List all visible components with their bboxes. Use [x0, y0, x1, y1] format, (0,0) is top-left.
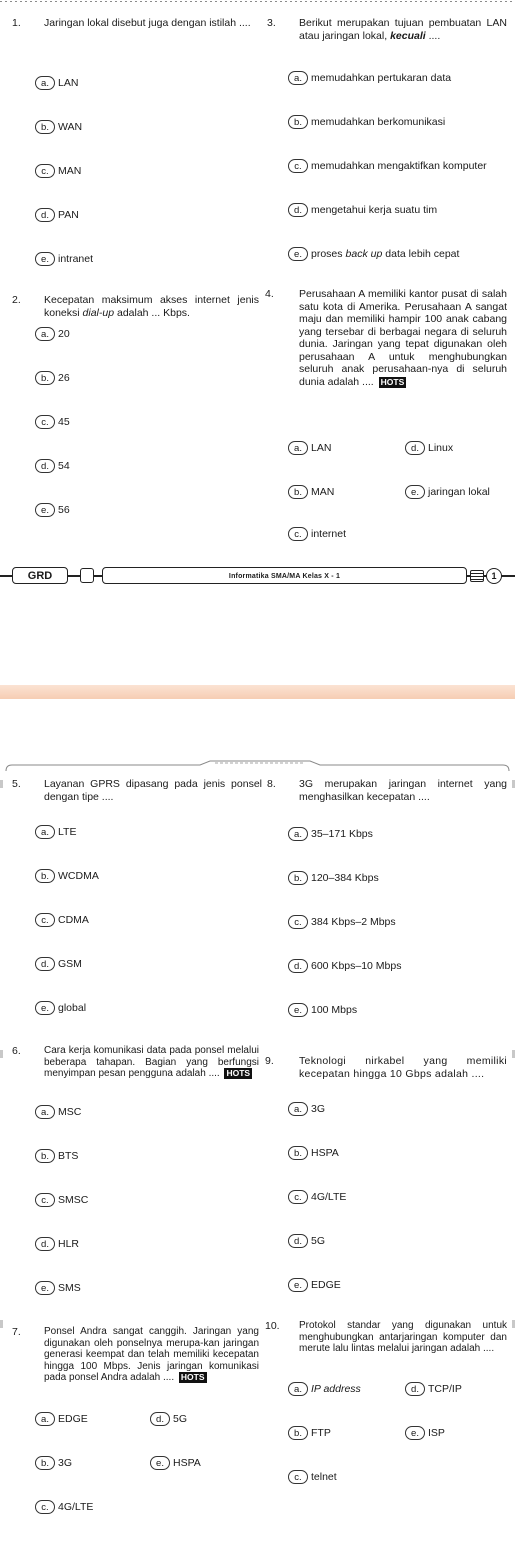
question-2-text-part: Kecepatan maksimum akses internet jenis koneksi [44, 294, 259, 319]
option-letter-badge: b. [35, 371, 55, 385]
option-letter-badge: c. [288, 915, 308, 929]
option-letter-badge: d. [35, 957, 55, 971]
question-8-number: 8. [267, 778, 276, 790]
option-text: data lebih cepat [385, 248, 460, 260]
worksheet-page-2 [0, 760, 515, 1550]
option-letter-badge: d. [405, 1382, 425, 1396]
option-text: 20 [58, 328, 70, 340]
q3-option-b[interactable] [288, 115, 445, 129]
q6-option-a[interactable] [35, 1105, 81, 1119]
option-text: memudahkan mengaktifkan komputer [311, 160, 487, 172]
question-10-number: 10. [265, 1320, 280, 1332]
option-text: HSPA [311, 1147, 339, 1159]
q10-option-a[interactable] [288, 1382, 361, 1396]
option-text: 4G/LTE [58, 1501, 94, 1513]
option-letter-badge: e. [35, 1281, 55, 1295]
question-2-text [44, 294, 259, 319]
hots-badge: HOTS [180, 1372, 205, 1382]
option-text: LAN [58, 77, 79, 89]
option-letter-badge: a. [288, 441, 308, 455]
q9-option-b[interactable] [288, 1146, 339, 1160]
question-9-number: 9. [265, 1055, 274, 1067]
option-letter-badge: a. [288, 1382, 308, 1396]
option-text: 4G/LTE [311, 1191, 347, 1203]
question-4-text [299, 288, 507, 388]
option-letter-badge: a. [35, 76, 55, 90]
option-letter-badge: e. [150, 1456, 170, 1470]
q9-option-a[interactable] [288, 1102, 325, 1116]
footer-bars-decoration [470, 570, 484, 582]
option-text: WCDMA [58, 870, 99, 882]
q1-option-e[interactable] [35, 252, 93, 266]
option-letter-badge: d. [288, 959, 308, 973]
option-text: memudahkan berkomunikasi [311, 116, 446, 128]
option-text: CDMA [58, 914, 89, 926]
option-text: 120–384 Kbps [311, 872, 379, 884]
q9-option-c[interactable] [288, 1190, 346, 1204]
option-text: MSC [58, 1106, 82, 1118]
q10-option-b[interactable] [288, 1426, 331, 1440]
question-8-text: 3G merupakan jaringan internet yang menghasilkan kecepatan .... [299, 778, 507, 803]
option-text: 100 Mbps [311, 1004, 358, 1016]
q5-option-a[interactable] [35, 825, 76, 839]
option-text: 35–171 Kbps [311, 828, 373, 840]
option-text: 26 [58, 372, 70, 384]
option-letter-badge: d. [150, 1412, 170, 1426]
option-letter-badge: e. [35, 503, 55, 517]
question-6-number: 6. [12, 1045, 21, 1057]
q1-option-c[interactable] [35, 164, 81, 178]
option-text: SMS [58, 1282, 81, 1294]
q4-option-d[interactable] [405, 441, 453, 455]
option-text: HLR [58, 1238, 80, 1250]
option-text: telnet [311, 1471, 337, 1483]
question-3-number: 3. [267, 17, 276, 29]
q7-option-b[interactable] [35, 1456, 72, 1470]
option-letter-badge: c. [35, 415, 55, 429]
question-7-number: 7. [12, 1326, 21, 1338]
q2-option-c[interactable] [35, 415, 70, 429]
top-dotted-decoration [0, 0, 515, 6]
option-letter-badge: c. [288, 1470, 308, 1484]
hots-badge: HOTS [226, 1068, 251, 1078]
q6-option-d[interactable] [35, 1237, 79, 1251]
option-text: 56 [58, 504, 70, 516]
q1-option-a[interactable] [35, 76, 78, 90]
option-text: global [58, 1002, 87, 1014]
question-2-number: 2. [12, 294, 21, 306]
option-text: MAN [58, 165, 82, 177]
question-1-number: 1. [12, 17, 21, 29]
question-7-body: Ponsel Andra sangat canggih. Jaringan yang digunakan oleh ponselnya merupa-kan jaringan generasi keempat dan telah memiliki kecepatan hingga 100 Mbps. Jenis jaringan komunikasi pada ponsel Andra adalah .... [44, 1326, 259, 1383]
q7-option-e[interactable] [150, 1456, 201, 1470]
question-3-text-part: .... [425, 29, 441, 42]
option-letter-badge: b. [35, 869, 55, 883]
q1-option-d[interactable] [35, 208, 79, 222]
q8-option-e[interactable] [288, 1003, 357, 1017]
option-text: jaringan lokal [428, 486, 490, 498]
question-10-text: Protokol standar yang digunakan untuk menghubungkan antarjaringan komputer dan merute lalu lintas melalui jaringan adalah .... [299, 1320, 507, 1354]
option-italic-term: back up [345, 248, 383, 260]
q1-option-b[interactable] [35, 120, 82, 134]
q7-option-d[interactable] [150, 1412, 187, 1426]
option-letter-badge: d. [35, 1237, 55, 1251]
q3-option-a[interactable] [288, 71, 451, 85]
option-text: PAN [58, 209, 79, 221]
option-letter-badge: e. [35, 252, 55, 266]
option-text: 5G [173, 1413, 188, 1425]
option-letter-badge: a. [288, 827, 308, 841]
option-letter-badge: c. [288, 527, 308, 541]
q4-option-b[interactable] [288, 485, 334, 499]
option-letter-badge: b. [35, 1149, 55, 1163]
option-letter-badge: d. [288, 203, 308, 217]
option-letter-badge: a. [35, 1105, 55, 1119]
question-4-body: Perusahaan A memiliki kantor pusat di salah satu kota di Amerika. Perusahaan A sangat maju dan memiliki hampir 100 anak cabang yang tersebar di berbagai negara di seluruh dunia. Jaringan yang tepat digunakan oleh perusahaan A untuk menghubungkan seluruh anak perusahaan-nya di seluruh dunia adalah .... [299, 288, 507, 388]
option-text: Linux [428, 442, 454, 454]
option-text: 54 [58, 460, 70, 472]
q2-option-e[interactable] [35, 503, 70, 517]
q8-option-c[interactable] [288, 915, 396, 929]
q3-option-e[interactable] [288, 247, 459, 261]
q5-option-e[interactable] [35, 1001, 86, 1015]
option-text: IP address [311, 1383, 361, 1395]
question-2-italic-term: dial-up [82, 306, 115, 319]
option-text: HSPA [173, 1457, 201, 1469]
q2-option-b[interactable] [35, 371, 70, 385]
q9-option-d[interactable] [288, 1234, 325, 1248]
option-text: intranet [58, 253, 94, 265]
question-3-text [299, 17, 507, 42]
option-letter-badge: d. [35, 208, 55, 222]
q5-option-c[interactable] [35, 913, 89, 927]
option-text: BTS [58, 1150, 79, 1162]
q2-option-a[interactable] [35, 327, 70, 341]
option-text: SMSC [58, 1194, 89, 1206]
option-text: 600 Kbps–10 Mbps [311, 960, 402, 972]
q4-option-c[interactable] [288, 527, 346, 541]
q8-option-b[interactable] [288, 871, 379, 885]
question-3-emphasis: kecuali [390, 29, 426, 42]
q2-option-d[interactable] [35, 459, 70, 473]
question-9-text: Teknologi nirkabel yang memiliki kecepatan hingga 10 Gbps adalah .... [299, 1055, 507, 1080]
margin-tick [0, 780, 3, 788]
q10-option-e[interactable] [405, 1426, 445, 1440]
question-6-body: Cara kerja komunikasi data pada ponsel melalui beberapa tahapan. Bagian yang berfungsi menyimpan pesan pengguna adalah .... [44, 1045, 259, 1079]
option-letter-badge: e. [35, 1001, 55, 1015]
option-text: 3G [311, 1103, 326, 1115]
q10-option-c[interactable] [288, 1470, 337, 1484]
q8-option-d[interactable] [288, 959, 401, 973]
question-5-number: 5. [12, 778, 21, 790]
option-letter-badge: c. [288, 1190, 308, 1204]
hots-badge: HOTS [380, 376, 405, 387]
q8-option-a[interactable] [288, 827, 373, 841]
question-3-text-part: Berikut merupakan tujuan pembuatan LAN atau jaringan lokal, [299, 17, 507, 42]
option-letter-badge: b. [35, 1456, 55, 1470]
option-letter-badge: b. [288, 871, 308, 885]
q7-option-c[interactable] [35, 1500, 93, 1514]
option-text: TCP/IP [428, 1383, 462, 1395]
option-letter-badge: b. [288, 1426, 308, 1440]
question-1-text: Jaringan lokal disebut juga dengan istilah .... [44, 17, 251, 29]
option-text: 384 Kbps–2 Mbps [311, 916, 396, 928]
footer-tab-decoration [80, 568, 94, 583]
q4-option-e[interactable] [405, 485, 490, 499]
option-text: LTE [58, 826, 77, 838]
page-gap [0, 590, 515, 760]
question-6-text [44, 1045, 259, 1080]
option-letter-badge: e. [405, 485, 425, 499]
option-text: 45 [58, 416, 70, 428]
option-text: 3G [58, 1457, 73, 1469]
option-text: WAN [58, 121, 83, 133]
question-5-text: Layanan GPRS dipasang pada jenis ponsel dengan tipe .... [44, 778, 262, 803]
option-letter-badge: c. [35, 913, 55, 927]
option-text: 5G [311, 1235, 326, 1247]
footer-grd-label: GRD [12, 567, 68, 584]
option-letter-badge: c. [35, 1500, 55, 1514]
option-letter-badge: d. [405, 441, 425, 455]
option-letter-badge: a. [288, 71, 308, 85]
option-letter-badge: b. [288, 485, 308, 499]
option-letter-badge: b. [288, 1146, 308, 1160]
q9-option-e[interactable] [288, 1278, 341, 1292]
option-letter-badge: c. [35, 164, 55, 178]
option-letter-badge: a. [35, 1412, 55, 1426]
q7-option-a[interactable] [35, 1412, 88, 1426]
option-letter-badge: e. [288, 1278, 308, 1292]
top-frame-decoration [0, 760, 515, 772]
option-letter-badge: e. [405, 1426, 425, 1440]
q6-option-c[interactable] [35, 1193, 88, 1207]
q4-option-a[interactable] [288, 441, 331, 455]
question-4-number: 4. [265, 288, 274, 300]
footer-title: Informatika SMA/MA Kelas X - 1 [102, 567, 467, 584]
option-text: LAN [311, 442, 332, 454]
option-text: ISP [428, 1427, 445, 1439]
q5-option-b[interactable] [35, 869, 99, 883]
q3-option-d[interactable] [288, 203, 437, 217]
option-letter-badge: d. [35, 459, 55, 473]
page-footer [0, 565, 515, 587]
q3-option-c[interactable] [288, 159, 487, 173]
option-letter-badge: b. [35, 120, 55, 134]
worksheet-page-1 [0, 0, 515, 590]
margin-tick [0, 1320, 3, 1328]
option-text: EDGE [311, 1279, 341, 1291]
q10-option-d[interactable] [405, 1382, 462, 1396]
option-text: EDGE [58, 1413, 88, 1425]
option-letter-badge: b. [288, 115, 308, 129]
option-letter-badge: e. [288, 247, 308, 261]
option-text: memudahkan pertukaran data [311, 72, 452, 84]
option-letter-badge: a. [288, 1102, 308, 1116]
option-letter-badge: c. [288, 159, 308, 173]
option-letter-badge: a. [35, 825, 55, 839]
option-text: mengetahui kerja suatu tim [311, 204, 438, 216]
q6-option-b[interactable] [35, 1149, 78, 1163]
q5-option-d[interactable] [35, 957, 82, 971]
option-text: FTP [311, 1427, 331, 1439]
option-text: proses [311, 248, 343, 260]
page-separator-band [0, 685, 515, 699]
option-letter-badge: d. [288, 1234, 308, 1248]
option-text: MAN [311, 486, 335, 498]
margin-tick [0, 1050, 3, 1058]
option-text: GSM [58, 958, 82, 970]
option-text: internet [311, 528, 347, 540]
option-letter-badge: c. [35, 1193, 55, 1207]
question-2-text-part: adalah ... Kbps. [114, 306, 190, 319]
page-number: 1 [486, 568, 502, 584]
option-letter-badge: e. [288, 1003, 308, 1017]
question-7-text [44, 1326, 259, 1384]
q6-option-e[interactable] [35, 1281, 81, 1295]
option-letter-badge: a. [35, 327, 55, 341]
